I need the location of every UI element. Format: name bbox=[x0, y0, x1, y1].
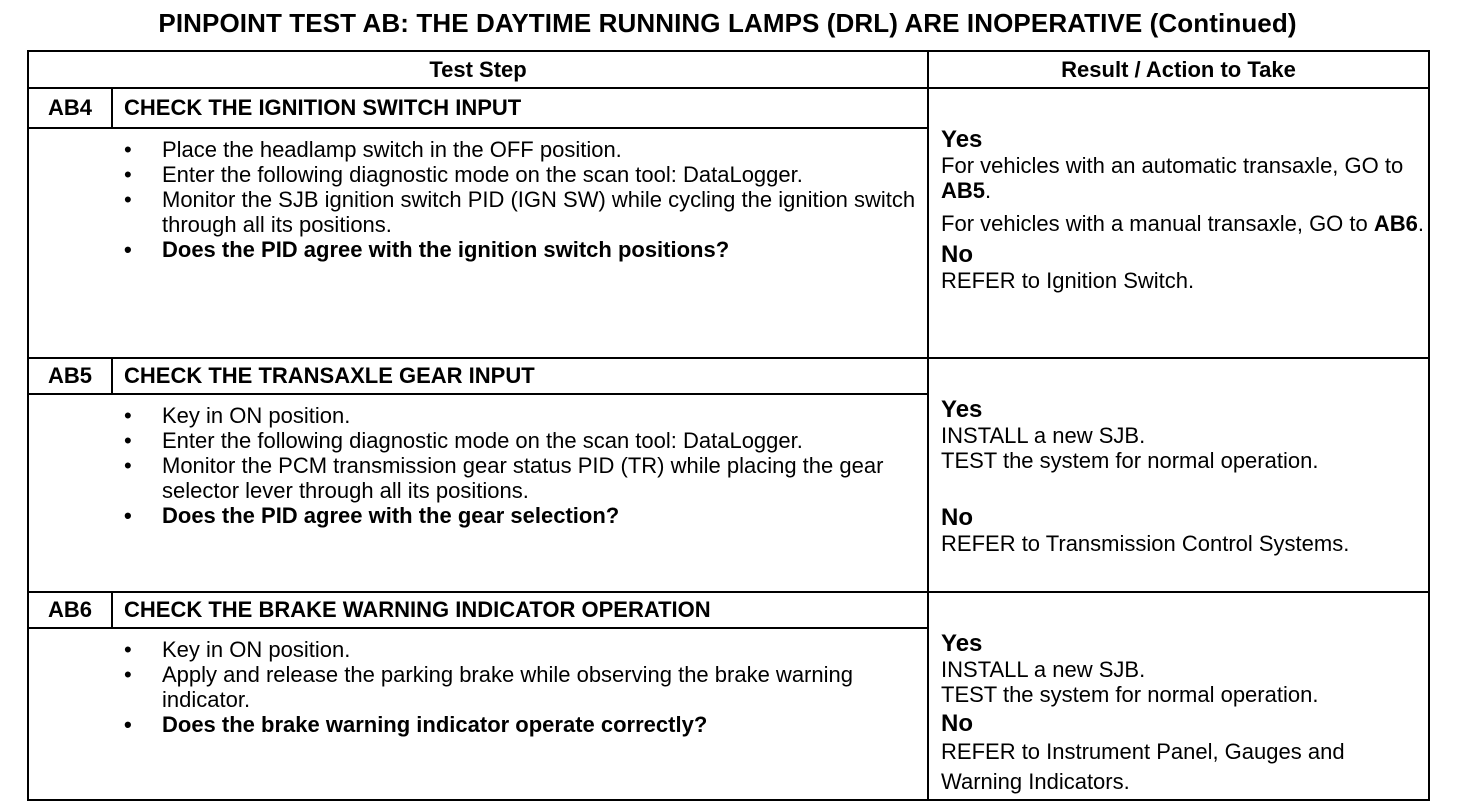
step-result bbox=[928, 592, 1429, 800]
step-title-row bbox=[28, 592, 1429, 628]
list-item: • Monitor the PCM transmission gear status PID (TR) while placing the gear selector lever through all its positions. bbox=[124, 453, 884, 504]
list-item: • Place the headlamp switch in the OFF position. bbox=[124, 137, 622, 163]
step-id: AB6 bbox=[28, 592, 112, 628]
list-item-question: • Does the PID agree with the gear selection? bbox=[124, 503, 620, 529]
list-item-question: • Does the PID agree with the ignition switch positions? bbox=[124, 237, 730, 263]
no-label: No bbox=[941, 710, 974, 737]
result-text: REFER to Transmission Control Systems. bbox=[941, 531, 1350, 556]
step-id: AB4 bbox=[28, 88, 112, 128]
result-text: INSTALL a new SJB. bbox=[941, 423, 1146, 448]
yes-label: Yes bbox=[941, 396, 983, 423]
yes-label: Yes bbox=[941, 630, 983, 657]
step-title: CHECK THE IGNITION SWITCH INPUT bbox=[112, 88, 928, 128]
step-body bbox=[28, 394, 928, 592]
list-item: • Key in ON position. bbox=[124, 403, 351, 429]
no-label: No bbox=[941, 241, 974, 268]
step-id: AB5 bbox=[28, 358, 112, 394]
result-text: TEST the system for normal operation. bbox=[941, 682, 1319, 707]
step-reference: AB5 bbox=[941, 178, 986, 203]
header-result: Result / Action to Take bbox=[928, 51, 1429, 88]
step-result bbox=[928, 358, 1429, 592]
step-bullet-list bbox=[29, 403, 927, 528]
header-test-step: Test Step bbox=[28, 51, 928, 88]
result-text: For vehicles with a manual transaxle, GO to AB6. bbox=[941, 211, 1425, 236]
result-text: INSTALL a new SJB. bbox=[941, 657, 1146, 682]
table-header-row bbox=[28, 51, 1429, 88]
yes-label: Yes bbox=[941, 126, 983, 153]
step-bullet-list bbox=[29, 637, 927, 737]
no-label: No bbox=[941, 504, 974, 531]
result-text: For vehicles with an automatic transaxle, GO to AB5. bbox=[941, 153, 1404, 203]
list-item: • Key in ON position. bbox=[124, 637, 351, 662]
step-reference: AB6 bbox=[1373, 211, 1418, 236]
step-title: CHECK THE TRANSAXLE GEAR INPUT bbox=[112, 358, 928, 394]
result-text: REFER to Ignition Switch. bbox=[941, 268, 1195, 293]
list-item: • Enter the following diagnostic mode on the scan tool: DataLogger. bbox=[124, 162, 803, 188]
page-title: PINPOINT TEST AB: THE DAYTIME RUNNING LAMPS (DRL) ARE INOPERATIVE (Continued) bbox=[158, 8, 1297, 38]
list-item: • Enter the following diagnostic mode on the scan tool: DataLogger. bbox=[124, 428, 803, 454]
step-result bbox=[928, 88, 1429, 358]
list-item: • Monitor the SJB ignition switch PID (IGN SW) while cycling the ignition switch through all its positions. bbox=[124, 187, 916, 238]
step-title: CHECK THE BRAKE WARNING INDICATOR OPERATION bbox=[112, 592, 928, 628]
pinpoint-test-table bbox=[27, 50, 1430, 801]
list-item-question: • Does the brake warning indicator operate correctly? bbox=[124, 712, 708, 737]
step-title-row bbox=[28, 88, 1429, 128]
list-item: • Apply and release the parking brake while observing the brake warning indicator. bbox=[124, 662, 853, 712]
step-body bbox=[28, 628, 928, 800]
result-text: TEST the system for normal operation. bbox=[941, 448, 1319, 473]
step-bullet-list bbox=[29, 137, 927, 262]
step-title-row bbox=[28, 358, 1429, 394]
step-body bbox=[28, 128, 928, 358]
result-text: REFER to Instrument Panel, Gauges and Warning Indicators. bbox=[941, 739, 1345, 794]
